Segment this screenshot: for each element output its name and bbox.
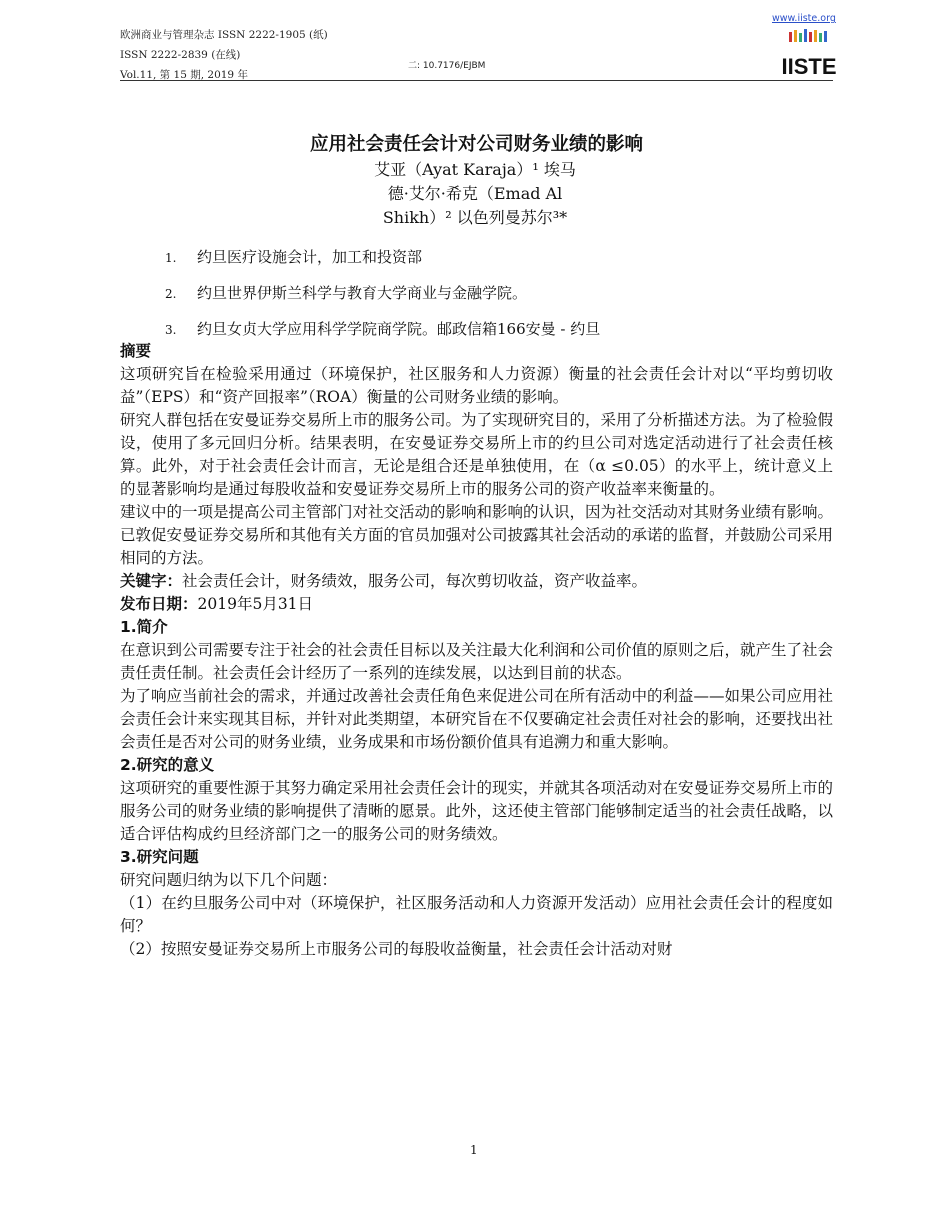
section-paragraph: 研究问题归纳为以下几个问题： — [120, 871, 338, 889]
author-line: 艾亚（Ayat Karaja）¹ 埃马 — [374, 160, 576, 179]
author-line: Shikh）² 以色列曼苏尔³* — [382, 208, 568, 227]
section-heading: 2.研究的意义 — [120, 756, 215, 774]
affiliation-2: 2. 约旦世界伊斯兰科学与教育大学商业与金融学院。 — [165, 284, 528, 302]
section-heading: 3.研究问题 — [120, 848, 199, 866]
website-link[interactable]: www.iiste.org — [772, 13, 836, 24]
abstract-heading: 摘要 — [120, 342, 152, 360]
header-divider — [120, 80, 833, 81]
section-heading: 1.简介 — [120, 618, 168, 636]
section-paragraph: 这项研究的重要性源于其努力确定采用社会责任会计的现实，并就其各项活动对在安曼证券交易所上市的服务公司的财务业绩的影响提供了清晰的愿景。此外，这还使主管部门能够制定适当的社会责任战略，以适合评估构成约旦经济部门之一的服务公司的财务绩效。 — [120, 779, 834, 843]
journal-line-1: 欧洲商业与管理杂志 ISSN 2222-1905 (纸) — [120, 29, 328, 41]
keywords: 关键字：社会责任会计，财务绩效，服务公司，每次剪切收益，资产收益率。 — [120, 572, 648, 590]
authors — [330, 158, 620, 230]
logo-text: IISTE — [781, 54, 837, 79]
journal-line-2: ISSN 2222-2839 (在线) — [120, 49, 241, 61]
journal-line-3: Vol.11, 第 15 期, 2019 年 — [120, 69, 248, 81]
section-paragraph: （2）按照安曼证券交易所上市服务公司的每股收益衡量，社会责任会计活动对财 — [120, 940, 673, 958]
abstract-paragraph: 建议中的一项是提高公司主管部门对社交活动的影响和影响的认识，因为社交活动对其财务业绩有影响。已敦促安曼证券交易所和其他有关方面的官员加强对公司披露其社会活动的承诺的监督，并鼓励公司采用相同的方法。 — [120, 503, 834, 567]
page-number: 1 — [470, 1143, 478, 1157]
section-paragraph: （1）在约旦服务公司中对（环境保护，社区服务活动和人力资源开发活动）应用社会责任会计的程度如何？ — [120, 894, 833, 935]
affiliation-3: 3. 约旦女贞大学应用科学学院商学院。邮政信箱166安曼 - 约旦 — [165, 320, 601, 338]
paper-body — [120, 340, 833, 961]
iiste-logo-icon — [781, 28, 837, 80]
paper-title: 应用社会责任会计对公司财务业绩的影响 — [309, 134, 643, 155]
abstract-paragraph: 研究人群包括在安曼证券交易所上市的服务公司。为了实现研究目的，采用了分析描述方法。为了检验假设，使用了多元回归分析。结果表明，在安曼证券交易所上市的约旦公司对选定活动进行了社会责任核算。此外，对于社会责任会计而言，无论是组合还是单独使用，在（α ≤0.05）的水平上，统计意义上的显著影响均是通过每股收益和安曼证券交易所上市的服务公司的资产收益率来衡量的。 — [120, 411, 834, 498]
abstract-paragraph: 这项研究旨在检验采用通过（环境保护，社区服务和人力资源）衡量的社会责任会计对以“平均剪切收益”（EPS）和“资产回报率”（ROA）衡量的公司财务业绩的影响。 — [120, 365, 833, 406]
doi: 二: 10.7176/EJBM — [408, 61, 486, 71]
affiliation-1: 1. 约旦医疗设施会计，加工和投资部 — [165, 248, 423, 266]
journal-header — [120, 25, 328, 85]
section-paragraph: 为了响应当前社会的需求，并通过改善社会责任角色来促进公司在所有活动中的利益——如果公司应用社会责任会计来实现其目标，并针对此类期望，本研究旨在不仅要确定社会责任对社会的影响，还要找出社会责任是否对公司的财务业绩，业务成果和市场份额价值具有追溯力和重大影响。 — [120, 687, 834, 751]
publish-date: 发布日期：2019年5月31日 — [120, 595, 314, 613]
author-line: 德·艾尔·希克（Emad Al — [387, 184, 563, 203]
section-paragraph: 在意识到公司需要专注于社会的社会责任目标以及关注最大化利润和公司价值的原则之后，就产生了社会责任责任制。社会责任会计经历了一系列的连续发展，以达到目前的状态。 — [120, 641, 834, 682]
